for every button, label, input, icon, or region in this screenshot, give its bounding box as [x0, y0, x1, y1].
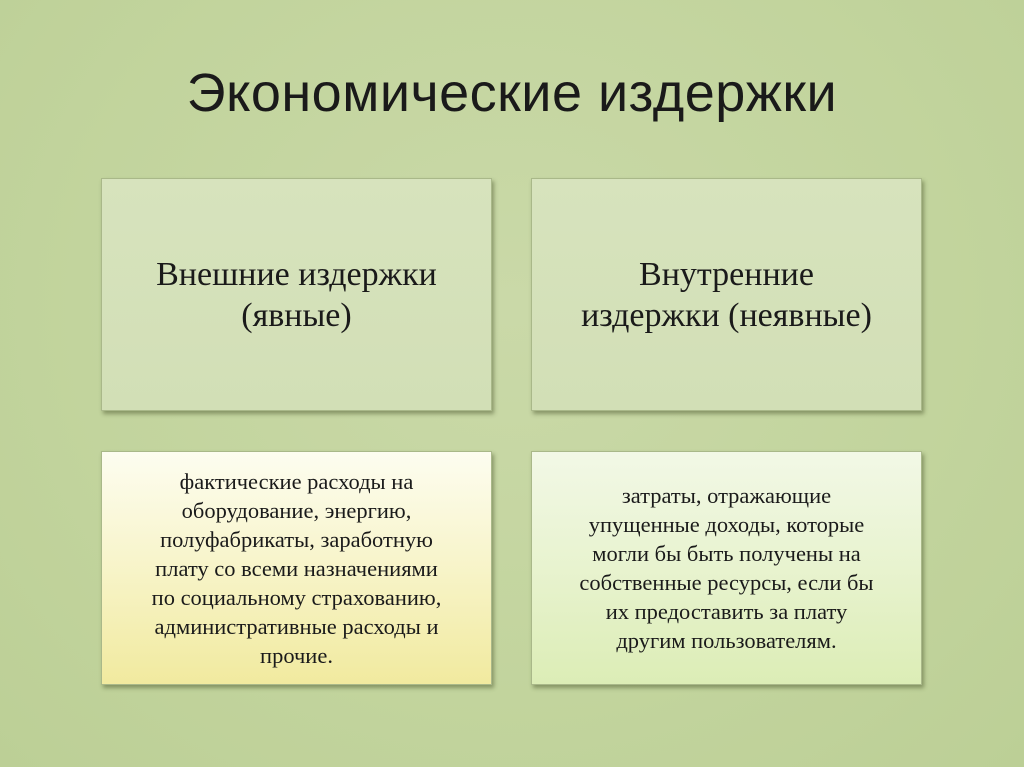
- description-line: затраты, отражающие: [621, 483, 832, 508]
- description-line: оборудование, энергию,: [181, 497, 412, 523]
- description-line: их предоставить за плату: [605, 599, 848, 624]
- heading-line: (явные): [241, 296, 352, 334]
- implicit-costs-heading-box: [531, 178, 922, 411]
- implicit-costs-heading: [581, 254, 872, 336]
- description-line: могли бы быть получены на: [592, 541, 861, 566]
- explicit-costs-heading-box: [101, 178, 492, 411]
- implicit-costs-description-box: [531, 451, 922, 685]
- description-line: по социальному страхованию,: [151, 584, 442, 610]
- heading-line: Внешние издержки: [156, 255, 437, 293]
- description-line: упущенные доходы, которые: [588, 512, 865, 537]
- implicit-costs-description: [579, 481, 873, 655]
- slide-title: Экономические издержки: [186, 63, 838, 123]
- description-line: полуфабрикаты, заработную: [160, 526, 433, 552]
- description-line: собственные ресурсы, если бы: [579, 570, 874, 595]
- explicit-costs-description: [152, 467, 442, 670]
- heading-line: издержки (неявные): [581, 296, 872, 334]
- explicit-costs-heading: [156, 254, 437, 336]
- description-line: административные расходы и: [154, 613, 439, 639]
- description-line: фактические расходы на: [179, 468, 414, 494]
- description-line: прочие.: [260, 642, 333, 668]
- explicit-costs-description-box: [101, 451, 492, 685]
- description-line: другим пользователям.: [616, 628, 837, 653]
- heading-line: Внутренние: [639, 255, 814, 293]
- description-line: плату со всеми назначениями: [155, 555, 438, 581]
